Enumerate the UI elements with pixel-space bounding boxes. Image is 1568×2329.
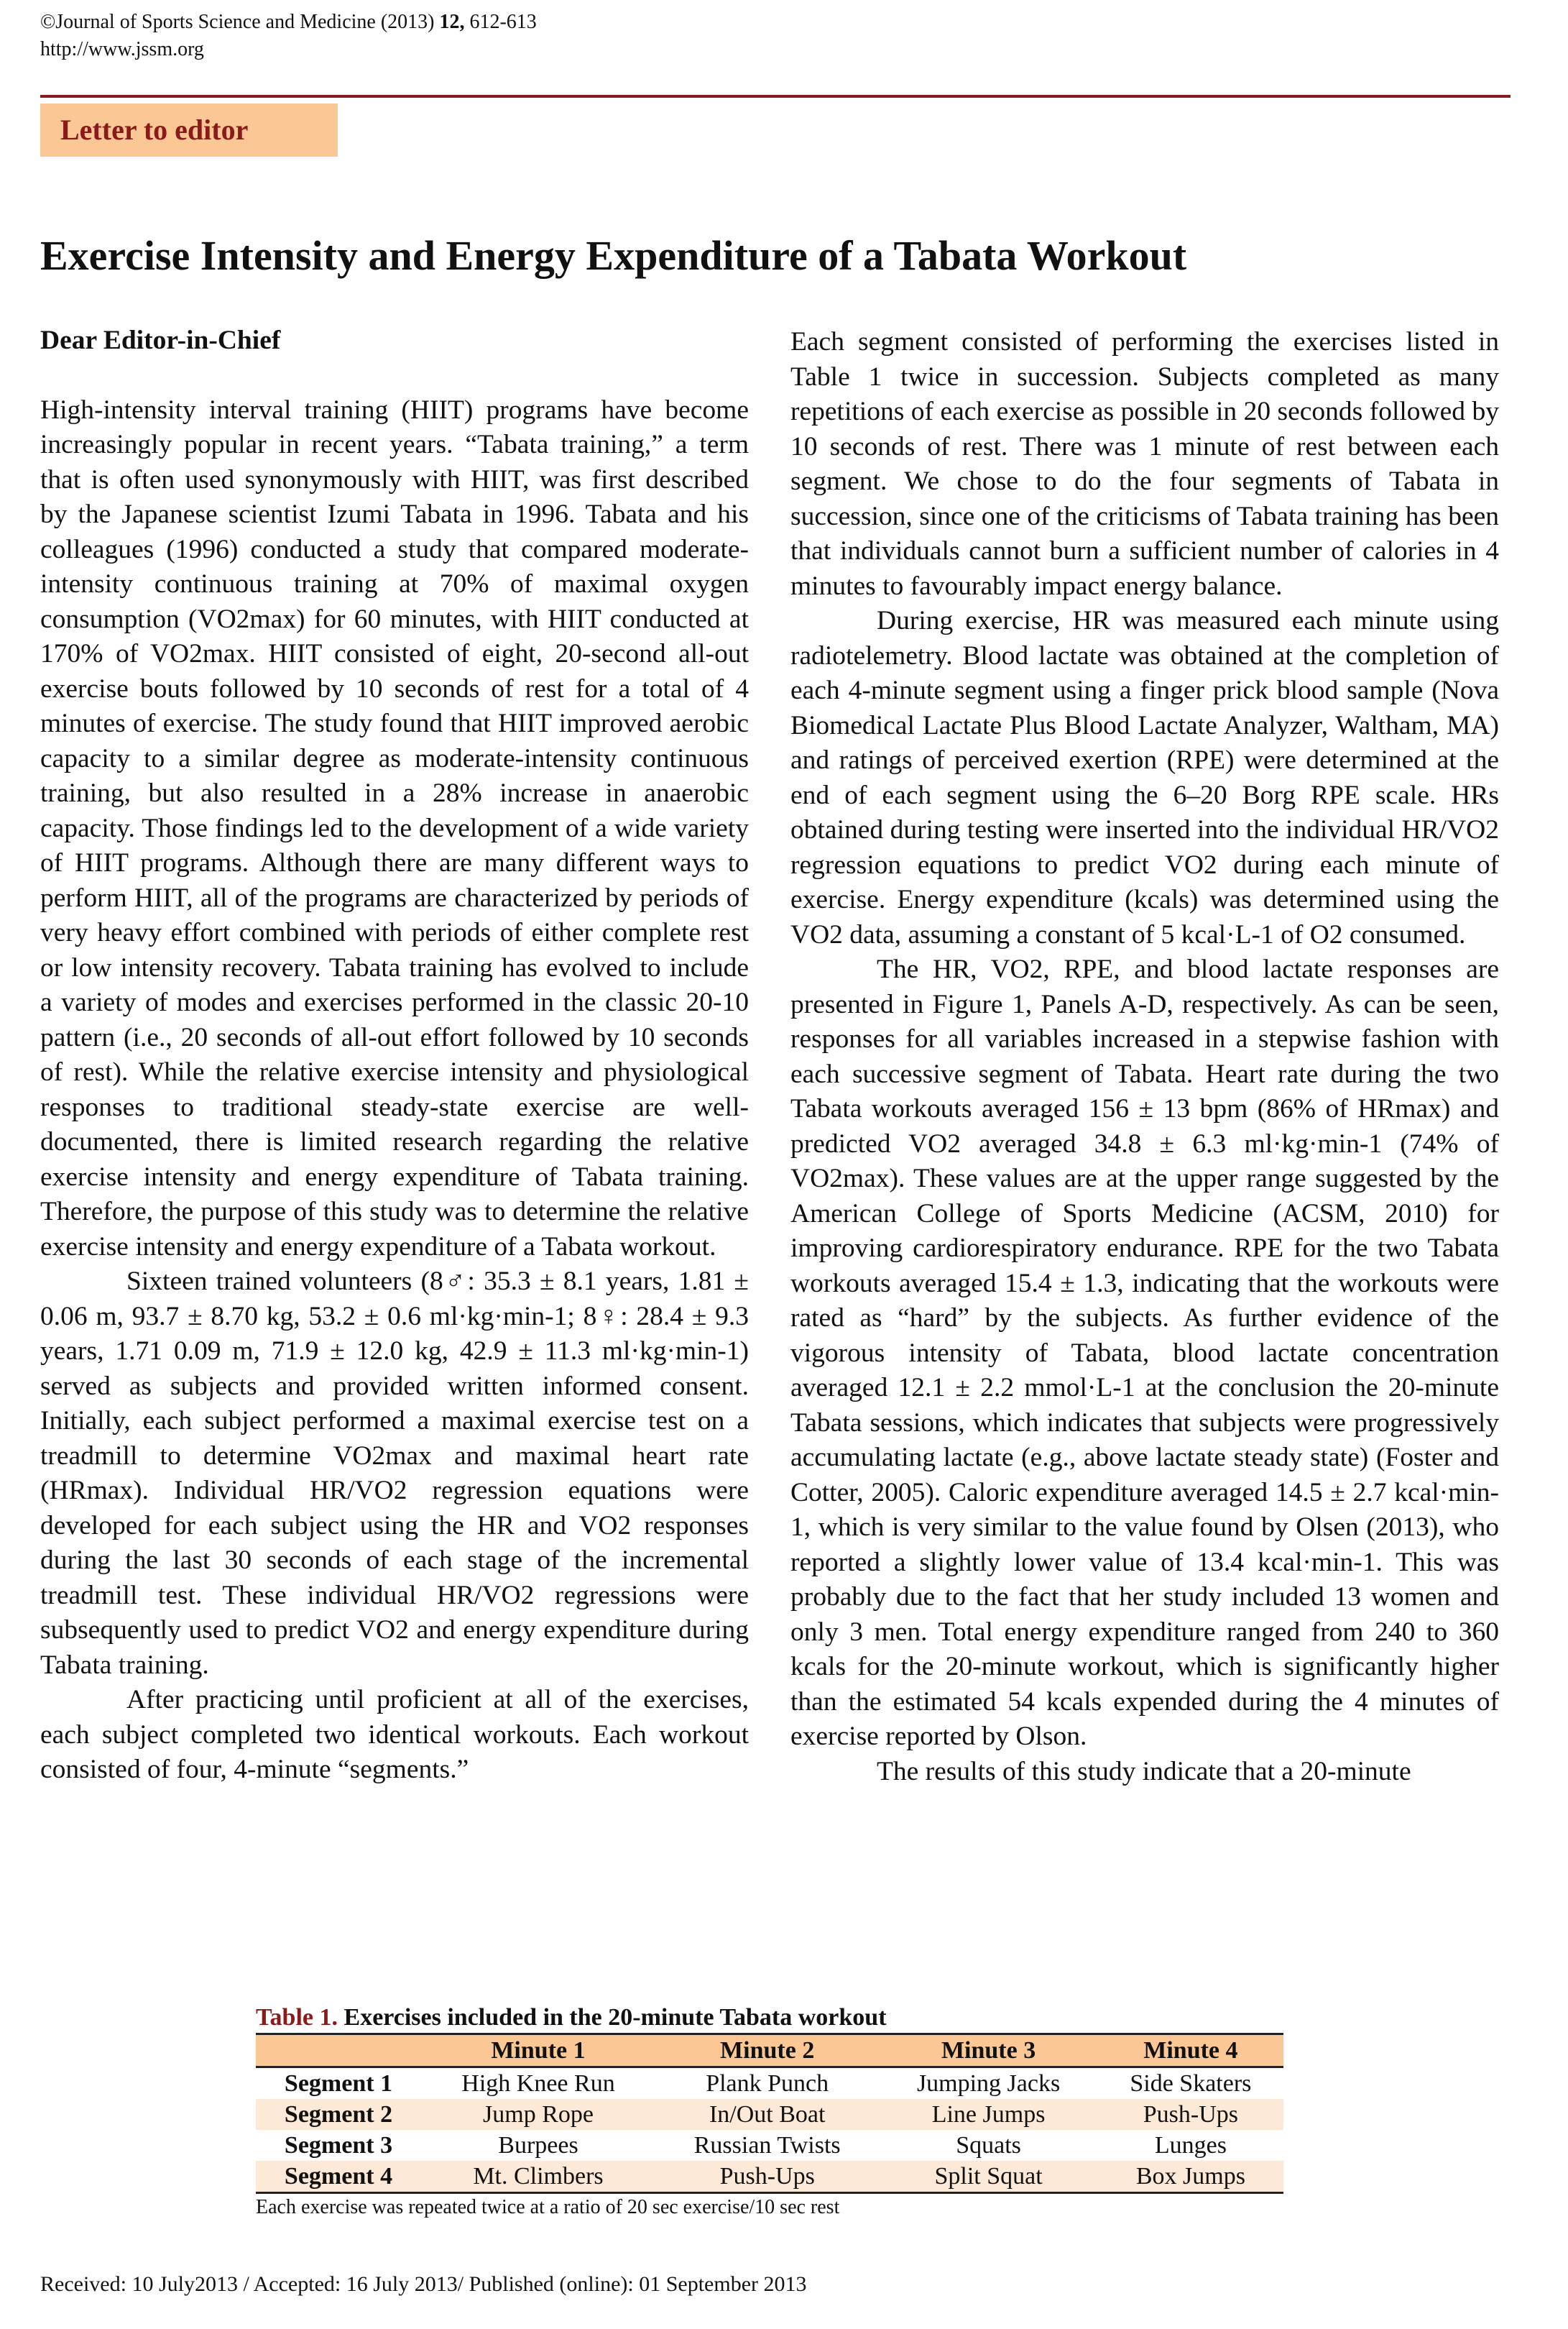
table-cell: Squats bbox=[956, 2132, 1021, 2159]
journal-citation: ©Journal of Sports Science and Medicine (2013) bbox=[40, 11, 440, 33]
table-cell: Push-Ups bbox=[1098, 2099, 1283, 2130]
table-cell: Russian Twists bbox=[693, 2132, 841, 2159]
table-cell: Plank Punch bbox=[706, 2070, 829, 2097]
table-cell: Jumping Jacks bbox=[916, 2070, 1061, 2097]
table-row bbox=[256, 2130, 1283, 2161]
table-header-cell: Minute 4 bbox=[1098, 2034, 1283, 2067]
publication-dates: Received: 10 July2013 / Accepted: 16 July 2013/ Published (online): 01 September 2013 bbox=[40, 2272, 807, 2296]
right-column bbox=[790, 325, 1499, 1789]
right-paragraph-3: The HR, VO2, RPE, and blood lactate responses are presented in Figure 1, Panels A-D, respectively. As can be seen, responses for all variables increased in a stepwise fashion with each successive segment of Tabata. Heart rate during the two Tabata workouts averaged 156 ± 13 bpm (86% of HRmax) and predicted VO2 averaged 34.8 ± 6.3 ml·kg·min-1 (74% of VO2max). These values are at the upper range suggested by the American College of Sports Medicine (ACSM, 2010) for improving cardiorespiratory endurance. RPE for the two Tabata workouts averaged 15.4 ± 1.3, indicating that the workouts were rated as “hard” by the subjects. As further evidence of the vigorous intensity of Tabata, blood lactate concentration averaged 12.1 ± 2.2 mmol·L-1 at the conclusion the 20-minute Tabata sessions, which indicates that subjects were progressively accumulating lactate (e.g., above lactate steady state) (Foster and Cotter, 2005). Caloric expenditure averaged 14.5 ± 2.7 kcal·min-1, which is very similar to the value found by Olsen (2013), who reported a slightly lower value of 13.4 kcal·min-1. This was probably due to the fact that her study included 13 women and only 3 men. Total energy expenditure ranged from 240 to 360 kcals for the 20-minute workout, which is significantly higher than the estimated 54 kcals expended during the 4 minutes of exercise reported by Olson. bbox=[790, 955, 1499, 1751]
exercise-table-block bbox=[256, 2003, 1283, 2221]
left-column bbox=[40, 323, 749, 1788]
table-cell: Jump Rope bbox=[421, 2099, 655, 2130]
table-cell: Side Skaters bbox=[1130, 2070, 1252, 2097]
table-note: Each exercise was repeated twice at a ratio of 20 sec exercise/10 sec rest bbox=[256, 2196, 840, 2218]
table-caption bbox=[256, 2003, 1283, 2033]
table-cell: Segment 1 bbox=[284, 2070, 393, 2097]
table-header-row bbox=[256, 2034, 1283, 2067]
table-cell: Push-Ups bbox=[655, 2161, 879, 2193]
journal-pages: 612-613 bbox=[464, 11, 537, 33]
exercise-table bbox=[256, 2033, 1283, 2194]
table-caption-text: Exercises included in the 20-minute Tabata workout bbox=[338, 2004, 887, 2031]
salutation: Dear Editor-in-Chief bbox=[40, 326, 281, 355]
table-row bbox=[256, 2099, 1283, 2130]
journal-header bbox=[40, 9, 537, 63]
left-paragraph-3: After practicing until proficient at all of the exercises, each subject completed two identical workouts. Each workout consisted of four, 4-minute “segments.” bbox=[40, 1685, 749, 1784]
table-cell: In/Out Boat bbox=[655, 2099, 879, 2130]
table-header-cell: Minute 3 bbox=[879, 2034, 1097, 2067]
table-header-cell: Minute 1 bbox=[421, 2034, 655, 2067]
table-cell: Segment 2 bbox=[256, 2099, 421, 2130]
right-paragraph-2: During exercise, HR was measured each minute using radiotelemetry. Blood lactate was obtained at the completion of each 4-minute segment using a finger prick blood sample (Nova Biomedical Lactate Plus Blood Lactate Analyzer, Waltham, MA) and ratings of perceived exertion (RPE) were determined at the end of each segment using the 6–20 Borg RPE scale. HRs obtained during testing were inserted into the individual HR/VO2 regression equations to predict VO2 during each minute of exercise. Energy expenditure (kcals) was determined using the VO2 data, assuming a constant of 5 kcal·L-1 of O2 consumed. bbox=[790, 606, 1499, 950]
table-header-cell bbox=[256, 2034, 421, 2067]
table-label: Table 1. bbox=[256, 2004, 338, 2031]
left-paragraph-1: High-intensity interval training (HIIT) programs have become increasingly popular in recent years. “Tabata training,” a term that is often used synonymously with HIIT, was first described by the Japanese scientist Izumi Tabata in 1996. Tabata and his colleagues (1996) conducted a study that compared moderate-intensity continuous training at 70% of maximal oxygen consumption (VO2max) for 60 minutes, with HIIT conducted at 170% of VO2max. HIIT consisted of eight, 20-second all-out exercise bouts followed by 10 seconds of rest for a total of 4 minutes of exercise. The study found that HIIT improved aerobic capacity to a similar degree as moderate-intensity continuous training, but also resulted in a 28% increase in anaerobic capacity. Those findings led to the development of a wide variety of HIIT programs. Although there are many different ways to perform HIIT, all of the programs are characterized by periods of very heavy effort combined with periods of either complete rest or low intensity recovery. Tabata training has evolved to include a variety of modes and exercises performed in the classic 20-10 pattern (i.e., 20 seconds of all-out effort followed by 10 seconds of rest). While the relative exercise intensity and physiological responses to traditional steady-state exercise are well-documented, there is limited research regarding the relative exercise intensity and energy expenditure of Tabata training. Therefore, the purpose of this study was to determine the relative exercise intensity and energy expenditure of a Tabata workout. bbox=[40, 395, 749, 1262]
header-rule bbox=[40, 95, 1511, 98]
table-cell: Segment 3 bbox=[284, 2132, 393, 2159]
table-header-cell: Minute 2 bbox=[655, 2034, 879, 2067]
right-paragraph-1: Each segment consisted of performing the exercises listed in Table 1 twice in succession. Subjects completed as many repetitions of each exercise as possible in 20 seconds followed by 10 seconds of rest. There was 1 minute of rest between each segment. We chose to do the four segments of Tabata in succession, since one of the criticisms of Tabata training has been that individuals cannot burn a sufficient number of calories in 4 minutes to favourably impact energy balance. bbox=[790, 327, 1499, 601]
table-cell: Mt. Climbers bbox=[421, 2161, 655, 2193]
table-cell: Box Jumps bbox=[1098, 2161, 1283, 2193]
table-row bbox=[256, 2161, 1283, 2193]
table-cell: Burpees bbox=[498, 2132, 578, 2159]
article-title: Exercise Intensity and Energy Expenditure of a Tabata Workout bbox=[40, 232, 1187, 279]
left-paragraph-2: Sixteen trained volunteers (8♂: 35.3 ± 8.1 years, 1.81 ± 0.06 m, 93.7 ± 8.70 kg, 53.2 ± 0.6 ml·kg·min-1; 8♀: 28.4 ± 9.3 years, 1.71 0.09 m, 71.9 ± 12.0 kg, 42.9 ± 11.3 ml·kg·min-1) served as subjects and provided written informed consent. Initially, each subject performed a maximal exercise test on a treadmill to determine VO2max and maximal heart rate (HRmax). Individual HR/VO2 regression equations were developed for each subject using the HR and VO2 responses during the last 30 seconds of each stage of the incremental treadmill test. These individual HR/VO2 regressions were subsequently used to predict VO2 and energy expenditure during Tabata training. bbox=[40, 1267, 749, 1680]
table-cell: High Knee Run bbox=[461, 2070, 615, 2097]
journal-volume: 12, bbox=[439, 11, 465, 33]
journal-url[interactable]: http://www.jssm.org bbox=[40, 38, 204, 60]
right-paragraph-4: The results of this study indicate that a 20-minute bbox=[877, 1756, 1411, 1786]
section-label: Letter to editor bbox=[40, 104, 338, 157]
table-cell: Split Squat bbox=[879, 2161, 1097, 2193]
table-cell: Segment 4 bbox=[256, 2161, 421, 2193]
table-row bbox=[256, 2067, 1283, 2100]
table-cell: Line Jumps bbox=[879, 2099, 1097, 2130]
table-cell: Lunges bbox=[1154, 2132, 1227, 2159]
